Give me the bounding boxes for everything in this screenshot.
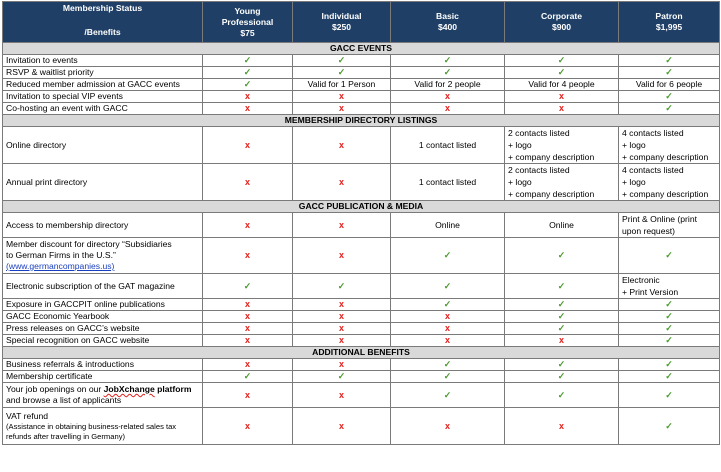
gat-value: Electronic + Print Version [619,274,720,299]
header-patron: Patron $1,995 [619,2,720,43]
check-icon: ✓ [665,335,673,345]
table-row [3,103,720,115]
cross-icon: x [244,91,250,101]
header-corporate: Corporate $900 [505,2,619,43]
table-row [3,359,720,371]
row-label: Membership certificate [3,371,203,383]
check-icon: ✓ [243,67,252,77]
cross-icon: x [338,91,344,101]
cross-icon: x [338,359,344,369]
admission-value: Valid for 6 people [619,79,720,91]
admission-value: Valid for 2 people [391,79,505,91]
cross-icon: x [338,311,344,321]
header-basic: Basic $400 [391,2,505,43]
cross-icon: x [444,335,450,345]
check-icon: ✓ [443,299,452,309]
check-icon: ✓ [443,371,452,381]
section-gacc-events: GACC EVENTS [3,43,720,55]
table-row [3,335,720,347]
listing-value: 2 contacts listed + logo + company description [505,127,619,164]
check-icon: ✓ [337,55,346,65]
row-label: VAT refund (Assistance in obtaining business-related sales tax refunds after travelling in Germany) [3,408,203,445]
check-icon: ✓ [665,91,673,101]
admission-value: Valid for 1 Person [293,79,391,91]
check-icon: ✓ [665,55,673,65]
access-value: Print & Online (print upon request) [619,213,720,238]
admission-value: Valid for 4 people [505,79,619,91]
check-icon: ✓ [665,389,673,400]
table-row [3,79,720,91]
row-label: Special recognition on GACC website [3,335,203,347]
table-row [3,274,720,299]
cross-icon: x [338,250,344,260]
check-icon: ✓ [443,250,452,260]
check-icon: ✓ [557,389,566,400]
section-additional-benefits: ADDITIONAL BENEFITS [3,347,720,359]
check-icon: ✓ [665,371,673,381]
table-row [3,408,720,445]
cross-icon: x [244,219,250,230]
cross-icon: x [558,103,564,113]
check-icon: ✓ [443,389,452,400]
cross-icon: x [244,299,250,309]
table-row [3,67,720,79]
row-label: Annual print directory [3,164,203,201]
cross-icon: x [244,420,250,431]
cross-icon: x [244,335,250,345]
cross-icon: x [338,103,344,113]
row-label: Electronic subscription of the GAT magazine [3,274,203,299]
row-label: Reduced member admission at GACC events [3,79,203,91]
row-label: Business referrals & introductions [3,359,203,371]
check-icon: ✓ [665,299,673,309]
check-icon: ✓ [665,250,673,260]
table-row [3,127,720,164]
check-icon: ✓ [665,323,673,333]
check-icon: ✓ [243,371,252,381]
listing-value: 4 contacts listed + logo + company description [619,164,720,201]
cross-icon: x [244,250,250,260]
cross-icon: x [444,311,450,321]
check-icon: ✓ [243,280,252,291]
table-row [3,323,720,335]
access-value: Online [391,213,505,238]
table-row [3,91,720,103]
check-icon: ✓ [557,371,566,381]
row-label: Exposure in GACCPIT online publications [3,299,203,311]
table-row [3,55,720,67]
cross-icon: x [338,299,344,309]
cross-icon: x [558,420,564,431]
check-icon: ✓ [443,55,452,65]
check-icon: ✓ [243,79,252,89]
check-icon: ✓ [557,67,566,77]
row-label: Press releases on GACC’s website [3,323,203,335]
listing-value: 2 contacts listed + logo + company description [505,164,619,201]
cross-icon: x [444,91,450,101]
row-label: Invitation to events [3,55,203,67]
germancompanies-link[interactable]: (www.germancompanies.us) [6,261,115,271]
check-icon: ✓ [665,420,673,431]
check-icon: ✓ [337,280,346,291]
check-icon: ✓ [557,311,566,321]
cross-icon: x [338,176,344,187]
header-row [3,2,720,43]
table-row [3,371,720,383]
check-icon: ✓ [665,103,673,113]
listing-value: 4 contacts listed + logo + company description [619,127,720,164]
row-label: Your job openings on our JobXchange platform and browse a list of applicants [3,383,203,408]
section-directory-listings: MEMBERSHIP DIRECTORY LISTINGS [3,115,720,127]
check-icon: ✓ [243,55,252,65]
row-label: RSVP & waitlist priority [3,67,203,79]
check-icon: ✓ [557,359,566,369]
row-label: Member discount for directory “Subsidiaries to German Firms in the U.S.” (www.germancompanies.us) [3,238,203,274]
listing-value: 1 contact listed [391,127,505,164]
row-label: Invitation to special VIP events [3,91,203,103]
row-label: Access to membership directory [3,213,203,238]
row-label: Online directory [3,127,203,164]
access-value: Online [505,213,619,238]
cross-icon: x [338,323,344,333]
check-icon: ✓ [337,371,346,381]
cross-icon: x [338,389,344,400]
row-label: Co-hosting an event with GACC [3,103,203,115]
check-icon: ✓ [443,359,452,369]
check-icon: ✓ [557,280,566,291]
table-row [3,299,720,311]
check-icon: ✓ [665,359,673,369]
cross-icon: x [244,323,250,333]
check-icon: ✓ [557,55,566,65]
cross-icon: x [444,323,450,333]
table-row [3,383,720,408]
cross-icon: x [244,389,250,400]
check-icon: ✓ [557,250,566,260]
check-icon: ✓ [337,67,346,77]
cross-icon: x [338,139,344,150]
cross-icon: x [558,91,564,101]
section-publication-media: GACC PUBLICATION & MEDIA [3,201,720,213]
check-icon: ✓ [443,67,452,77]
check-icon: ✓ [665,67,673,77]
cross-icon: x [338,219,344,230]
cross-icon: x [338,335,344,345]
cross-icon: x [244,359,250,369]
cross-icon: x [558,335,564,345]
table-row [3,213,720,238]
check-icon: ✓ [557,323,566,333]
check-icon: ✓ [557,299,566,309]
header-status-benefits: Membership Status /Benefits [3,2,203,43]
cross-icon: x [338,420,344,431]
membership-benefits-table [2,1,720,445]
row-label: GACC Economic Yearbook [3,311,203,323]
header-individual: Individual $250 [293,2,391,43]
cross-icon: x [244,311,250,321]
cross-icon: x [244,103,250,113]
cross-icon: x [444,420,450,431]
listing-value: 1 contact listed [391,164,505,201]
check-icon: ✓ [443,280,452,291]
check-icon: ✓ [665,311,673,321]
header-young-professional: Young Professional $75 [203,2,293,43]
cross-icon: x [244,176,250,187]
table-row [3,164,720,201]
table-row [3,311,720,323]
table-row [3,238,720,274]
cross-icon: x [244,139,250,150]
cross-icon: x [444,103,450,113]
jobxchange-brand: JobXchange [103,384,155,394]
